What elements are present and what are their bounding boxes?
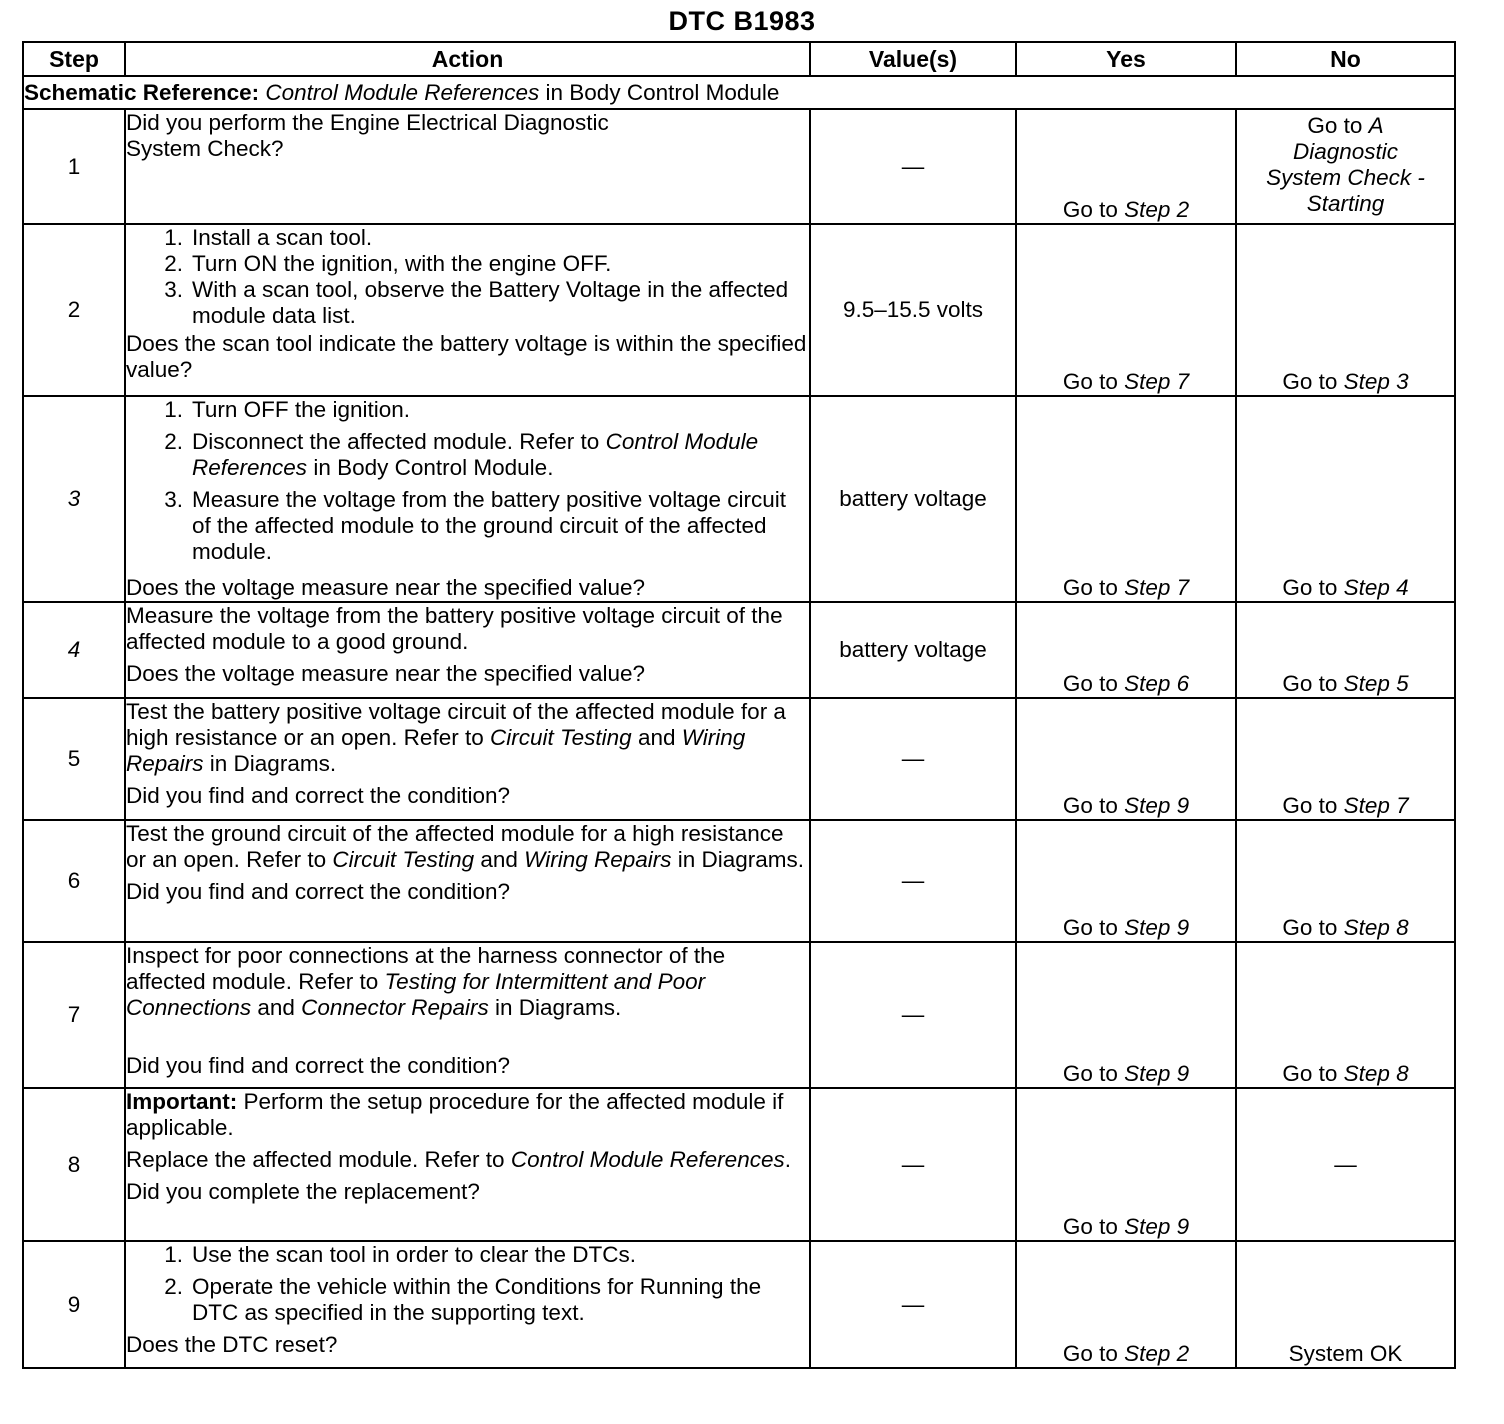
no-link[interactable]: Step 8 [1343,1061,1409,1086]
list-item: 1. Install a scan tool. [164,225,373,250]
action-cell [125,602,810,698]
no-cell: Go to Step 8 [1236,820,1455,942]
action-question: Did you find and correct the condition? [126,1053,510,1078]
step-number: 7 [23,942,125,1088]
list-item: 1. Use the scan tool in order to clear the DTCs. [164,1242,636,1267]
table-row [23,1088,1455,1241]
action-question: Did you complete the replacement? [126,1179,480,1204]
list-item: 1. Turn OFF the ignition. [164,397,411,422]
step-number: 2 [23,224,125,396]
action-text: Test the ground circuit of the affected module for a high resistance or an open. Refer to Circuit Testing and Wiring Repairs in Diagrams. [126,821,805,872]
value-cell: — [810,109,1016,224]
table-row [23,698,1455,820]
header-values: Value(s) [810,42,1016,76]
yes-cell: Go to Step 9 [1016,942,1236,1088]
schematic-row [23,76,1455,109]
table-row [23,602,1455,698]
yes-link[interactable]: Step 2 [1124,1341,1190,1366]
no-link[interactable]: Step 8 [1343,915,1409,940]
yes-link[interactable]: Step 9 [1124,1214,1190,1239]
no-link[interactable]: Step 3 [1343,369,1409,394]
step-number: 4 [23,602,125,698]
value-cell: — [810,1241,1016,1368]
action-question: Does the DTC reset? [126,1332,338,1357]
no-link[interactable]: Step 4 [1343,575,1409,600]
action-question: Did you find and correct the condition? [126,783,510,808]
step-number: 9 [23,1241,125,1368]
action-cell [125,1241,810,1368]
document-title: DTC B1983 [668,6,816,36]
no-link-line[interactable]: Starting [1306,191,1385,216]
yes-cell: Go to Step 9 [1016,1088,1236,1241]
value-cell: — [810,942,1016,1088]
no-cell: System OK [1236,1241,1455,1368]
no-cell: Go to Step 7 [1236,698,1455,820]
action-text: System Check? [126,136,284,161]
step-number: 1 [23,109,125,224]
list-item: 2. Disconnect the affected module. Refer to Control Module References in Body Control Module. [164,429,759,480]
list-item: 3. With a scan tool, observe the Battery Voltage in the affected module data list. [164,277,789,328]
value-cell: — [810,698,1016,820]
table-row [23,396,1455,602]
table-row [23,224,1455,396]
schematic-suffix: in Body Control Module [539,79,780,105]
no-link-line[interactable]: Diagnostic [1292,139,1399,164]
no-cell: Go to Step 5 [1236,602,1455,698]
table-row [23,1241,1455,1368]
step-number: 6 [23,820,125,942]
value-cell: 9.5–15.5 volts [810,224,1016,396]
yes-cell: Go to Step 7 [1016,224,1236,396]
action-cell [125,224,810,396]
no-cell: Go to Step 8 [1236,942,1455,1088]
yes-cell: Go to Step 9 [1016,698,1236,820]
go-to-label: Go to [1307,113,1369,138]
no-cell [1236,109,1455,224]
action-question: Did you find and correct the condition? [126,879,510,904]
header-row [23,42,1455,76]
yes-cell: Go to Step 7 [1016,396,1236,602]
schematic-label: Schematic Reference: [24,79,260,105]
yes-cell [1016,109,1236,224]
yes-cell: Go to Step 6 [1016,602,1236,698]
value-cell: — [810,820,1016,942]
action-text: Inspect for poor connections at the harness connector of the affected module. Refer to Testing for Intermittent and Poor Connections and Connector Repairs in Diagrams. [126,943,726,1020]
no-cell: — [1236,1088,1455,1241]
action-question: Does the voltage measure near the specified value? [126,661,646,686]
yes-link[interactable]: Step 9 [1124,915,1190,940]
action-text: Test the battery positive voltage circuit of the affected module for a high resistance or an open. Refer to Circuit Testing and Wiring Repairs in Diagrams. [126,699,786,776]
header-action: Action [125,42,810,76]
action-text: Measure the voltage from the battery positive voltage circuit of the affected module to a good ground. [126,603,783,654]
value-cell: battery voltage [810,602,1016,698]
schematic-reference [23,76,1455,109]
list-item: 3. Measure the voltage from the battery positive voltage circuit of the affected module to the ground circuit of the affected module. [164,487,787,564]
step-number: 5 [23,698,125,820]
yes-link[interactable]: Step 2 [1124,197,1190,222]
yes-link[interactable]: Step 7 [1124,369,1190,394]
yes-link[interactable]: Step 9 [1124,793,1190,818]
yes-link[interactable]: Step 9 [1124,1061,1190,1086]
action-text: Replace the affected module. Refer to Control Module References. [126,1147,791,1172]
diagnostic-table [22,41,1456,1369]
value-cell: — [810,1088,1016,1241]
action-question: Does the scan tool indicate the battery voltage is within the specified value? [126,331,807,382]
important-note: Important: Perform the setup procedure for the affected module if applicable. [126,1089,784,1140]
table-row [23,942,1455,1088]
header-no: No [1236,42,1455,76]
action-cell [125,1088,810,1241]
list-item: 2. Turn ON the ignition, with the engine OFF. [164,251,612,276]
yes-link[interactable]: Step 7 [1124,575,1190,600]
table-row [23,109,1455,224]
action-cell [125,820,810,942]
step-number: 3 [23,396,125,602]
yes-cell: Go to Step 9 [1016,820,1236,942]
list-item: 2. Operate the vehicle within the Conditions for Running the DTC as specified in the supporting text. [164,1274,762,1325]
header-step: Step [23,42,125,76]
value-cell: battery voltage [810,396,1016,602]
no-link[interactable]: Step 5 [1343,671,1409,696]
action-steps [126,225,809,329]
action-question: Does the voltage measure near the specified value? [126,575,646,600]
no-link[interactable]: A [1368,113,1384,138]
action-text: Did you perform the Engine Electrical Diagnostic [126,110,609,135]
header-yes: Yes [1016,42,1236,76]
yes-cell: Go to Step 2 [1016,1241,1236,1368]
no-link[interactable]: Step 7 [1343,793,1409,818]
action-cell [125,942,810,1088]
go-to-label: Go to [1062,197,1125,222]
schematic-ref: Control Module References [265,79,540,105]
no-link-line[interactable]: System Check - [1266,165,1425,190]
action-cell [125,109,810,224]
action-cell [125,698,810,820]
action-steps [126,397,809,565]
action-steps [126,1242,809,1326]
no-cell: Go to Step 3 [1236,224,1455,396]
no-cell: Go to Step 4 [1236,396,1455,602]
step-number: 8 [23,1088,125,1241]
action-cell [125,396,810,602]
table-row [23,820,1455,942]
yes-link[interactable]: Step 6 [1124,671,1190,696]
